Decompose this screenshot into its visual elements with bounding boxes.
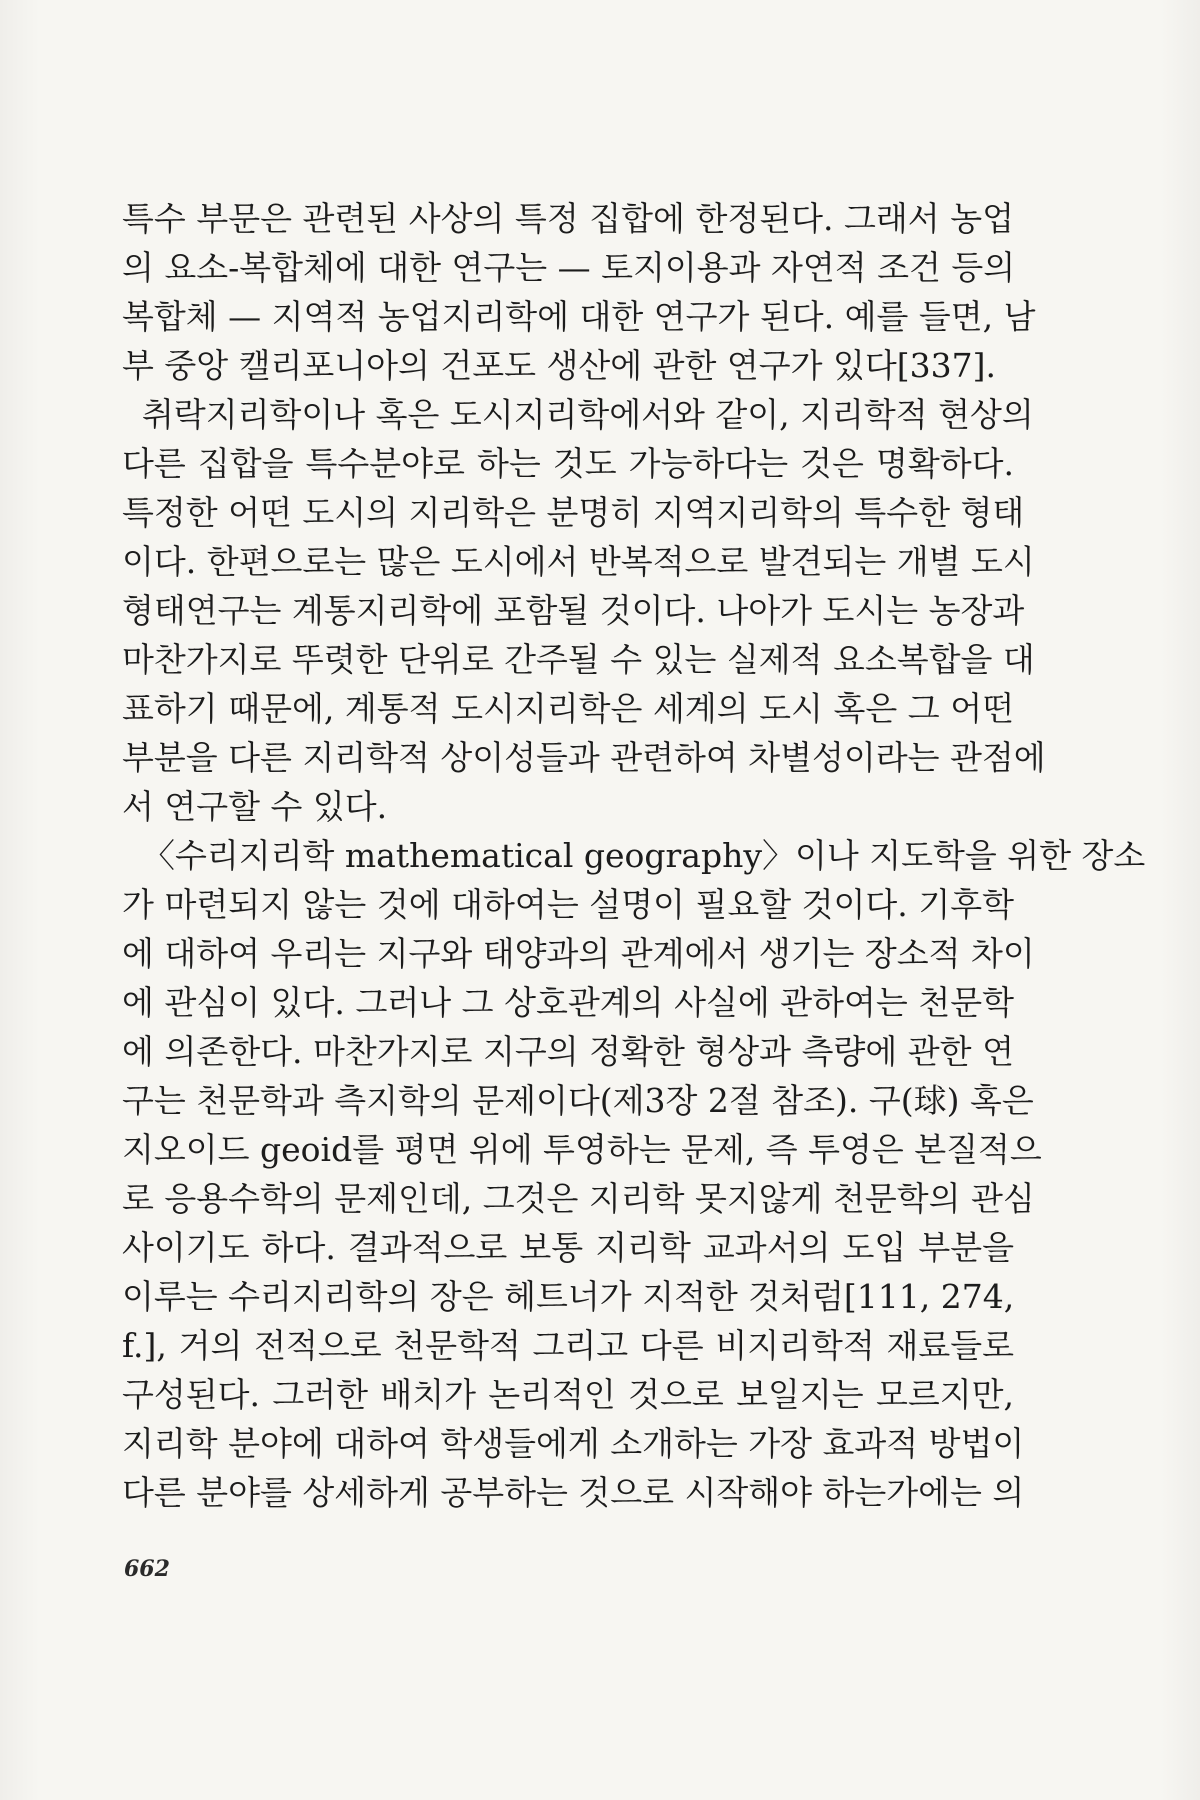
text-line: 다른 분야를 상세하게 공부하는 것으로 시작해야 하는가에는 의 <box>122 1473 1025 1512</box>
text-line: 복합체 — 지역적 농업지리학에 대한 연구가 된다. 예를 들면, 남 <box>122 297 1036 336</box>
text-line: 취락지리학이나 혹은 도시지리학에서와 같이, 지리학적 현상의 <box>142 395 1034 434</box>
text-line: 특정한 어떤 도시의 지리학은 분명히 지역지리학의 특수한 형태 <box>122 493 1025 532</box>
text-line: 에 관심이 있다. 그러나 그 상호관계의 사실에 관하여는 천문학 <box>122 983 1014 1022</box>
text-line: 의 요소-복합체에 대한 연구는 — 토지이용과 자연적 조건 등의 <box>122 248 1016 287</box>
text-line: 구는 천문학과 측지학의 문제이다(제3장 2절 참조). 구(球) 혹은 <box>122 1081 1034 1120</box>
text-line: 표하기 때문에, 계통적 도시지리학은 세계의 도시 혹은 그 어떤 <box>122 689 1014 728</box>
text-line: 서 연구할 수 있다. <box>122 787 388 826</box>
text-line: 지리학 분야에 대하여 학생들에게 소개하는 가장 효과적 방법이 <box>122 1424 1025 1463</box>
text-line: 다른 집합을 특수분야로 하는 것도 가능하다는 것은 명확하다. <box>122 444 1014 483</box>
text-line: 로 응용수학의 문제인데, 그것은 지리학 못지않게 천문학의 관심 <box>122 1179 1035 1218</box>
text-line: 사이기도 하다. 결과적으로 보통 지리학 교과서의 도입 부분을 <box>122 1228 1014 1267</box>
text-line: 에 의존한다. 마찬가지로 지구의 정확한 형상과 측량에 관한 연 <box>122 1032 1014 1071</box>
text-line: 마찬가지로 뚜렷한 단위로 간주될 수 있는 실제적 요소복합을 대 <box>122 640 1035 679</box>
text-line: 부분을 다른 지리학적 상이성들과 관련하여 차별성이라는 관점에 <box>122 738 1046 777</box>
text-line: f.], 거의 전적으로 천문학적 그리고 다른 비지리학적 재료들로 <box>122 1326 1014 1365</box>
page-number: 662 <box>124 1556 170 1582</box>
text-line: 구성된다. 그러한 배치가 논리적인 것으로 보일지는 모르지만, <box>122 1375 1014 1414</box>
text-line: 형태연구는 계통지리학에 포함될 것이다. 나아가 도시는 농장과 <box>122 591 1025 630</box>
text-line: 에 대하여 우리는 지구와 태양과의 관계에서 생기는 장소적 차이 <box>122 934 1035 973</box>
text-line: 가 마련되지 않는 것에 대하여는 설명이 필요할 것이다. 기후학 <box>122 885 1014 924</box>
text-line: 부 중앙 캘리포니아의 건포도 생산에 관한 연구가 있다[337]. <box>122 346 996 385</box>
text-line: 이다. 한편으로는 많은 도시에서 반복적으로 발견되는 개별 도시 <box>122 542 1035 581</box>
text-line: 이루는 수리지리학의 장은 헤트너가 지적한 것처럼[111, 274, <box>122 1277 1015 1316</box>
text-line: 지오이드 geoid를 평면 위에 투영하는 문제, 즉 투영은 본질적으 <box>122 1130 1042 1169</box>
text-line: 〈수리지리학 mathematical geography〉이나 지도학을 위한 장소 <box>142 836 1146 875</box>
text-line: 특수 부문은 관련된 사상의 특정 집합에 한정된다. 그래서 농업 <box>122 199 1014 238</box>
body-text <box>122 194 1146 1517</box>
